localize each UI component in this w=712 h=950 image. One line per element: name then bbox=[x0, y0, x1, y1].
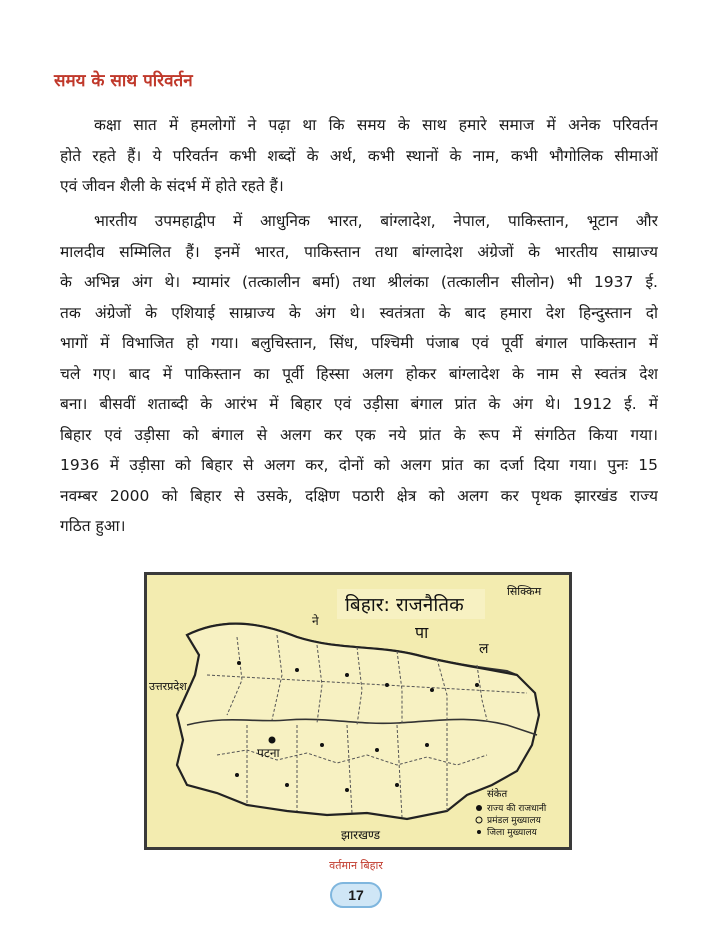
legend-heading: संकेत bbox=[487, 789, 508, 800]
paragraph-line: भागों में विभाजित हो गया। बलुचिस्तान, सिंध, पश्चिमी पंजाब एवं पूर्वी बंगाल पाकिस्तान में bbox=[60, 334, 658, 352]
label-nepal-3: ल bbox=[479, 641, 489, 657]
paragraph-line: कक्षा सात में हमलोगों ने पढ़ा था कि समय के साथ हमारे समाज में अनेक परिवर्तन bbox=[94, 116, 658, 134]
paragraph-line: एवं जीवन शैली के संदर्भ में होते रहते हैं। bbox=[60, 177, 284, 195]
label-sikkim: सिक्किम bbox=[507, 585, 542, 598]
label-nepal-1: ने bbox=[312, 614, 319, 628]
legend-district-marker bbox=[477, 830, 481, 834]
capital-marker bbox=[269, 737, 276, 744]
paragraph-line: भारतीय उपमहाद्वीप में आधुनिक भारत, बांग्लादेश, नेपाल, पाकिस्तान, भूटान और bbox=[94, 212, 658, 230]
bihar-political-map bbox=[144, 572, 572, 850]
label-uttar-pradesh: उत्तरप्रदेश bbox=[149, 680, 187, 693]
paragraph-line: 1936 में उड़ीसा को बिहार से अलग कर, दोनों को अलग प्रांत का दर्जा दिया गया। पुनः 15 bbox=[60, 456, 658, 474]
map-caption: वर्तमान बिहार bbox=[329, 859, 383, 872]
paragraph-line: बना। बीसवीं शताब्दी के आरंभ में बिहार एवं उड़ीसा बंगाल प्रांत के अंग थे। 1912 ई. में bbox=[60, 395, 658, 413]
section-heading: समय के साथ परिवर्तन bbox=[54, 71, 193, 91]
page-number: 17 bbox=[330, 882, 382, 908]
label-jharkhand: झारखण्ड bbox=[341, 828, 381, 842]
legend-district: जिला मुख्यालय bbox=[487, 828, 537, 838]
paragraph-line: के अभिन्न अंग थे। म्यामांर (तत्कालीन बर्मा) तथा श्रीलंका (तत्कालीन सीलोन) भी 1937 ई. bbox=[60, 273, 658, 291]
paragraph-line: मालदीव सम्मिलित हैं। इनमें भारत, पाकिस्तान तथा बांग्लादेश अंग्रेजों के भारतीय साम्राज्य bbox=[60, 242, 658, 261]
label-nepal-2: पा bbox=[415, 623, 429, 642]
label-patna: पटना bbox=[257, 746, 280, 760]
map-drawing bbox=[147, 575, 569, 847]
paragraph-2 bbox=[60, 206, 658, 542]
paragraph-line: नवम्बर 2000 को बिहार से उसके, दक्षिण पठारी क्षेत्र को अलग कर पृथक झारखंड राज्य bbox=[60, 486, 658, 505]
legend-capital: राज्य की राजधानी bbox=[487, 804, 547, 814]
paragraph-1 bbox=[60, 110, 658, 202]
map-title: बिहार: राजनैतिक bbox=[345, 594, 464, 616]
paragraph-line: गठित हुआ। bbox=[60, 517, 126, 535]
paragraph-line: तक अंग्रेजों के एशियाई साम्राज्य के अंग थे। स्वतंत्रता के बाद हमारा देश हिन्दुस्तान दो bbox=[60, 303, 658, 322]
legend-division: प्रमंडल मुख्यालय bbox=[487, 816, 541, 826]
paragraph-line: चले गए। बाद में पाकिस्तान का पूर्वी हिस्सा अलग होकर बांग्लादेश के नाम से स्वतंत्र देश bbox=[60, 364, 658, 383]
paragraph-line: होते रहते हैं। ये परिवर्तन कभी शब्दों के अर्थ, कभी स्थानों के नाम, कभी भौगोलिक सीमाओं bbox=[60, 146, 658, 165]
paragraph-line: बिहार एवं उड़ीसा को बंगाल से अलग कर एक नये प्रांत के रूप में संगठित किया गया। bbox=[60, 425, 658, 444]
legend-capital-marker bbox=[476, 805, 482, 811]
